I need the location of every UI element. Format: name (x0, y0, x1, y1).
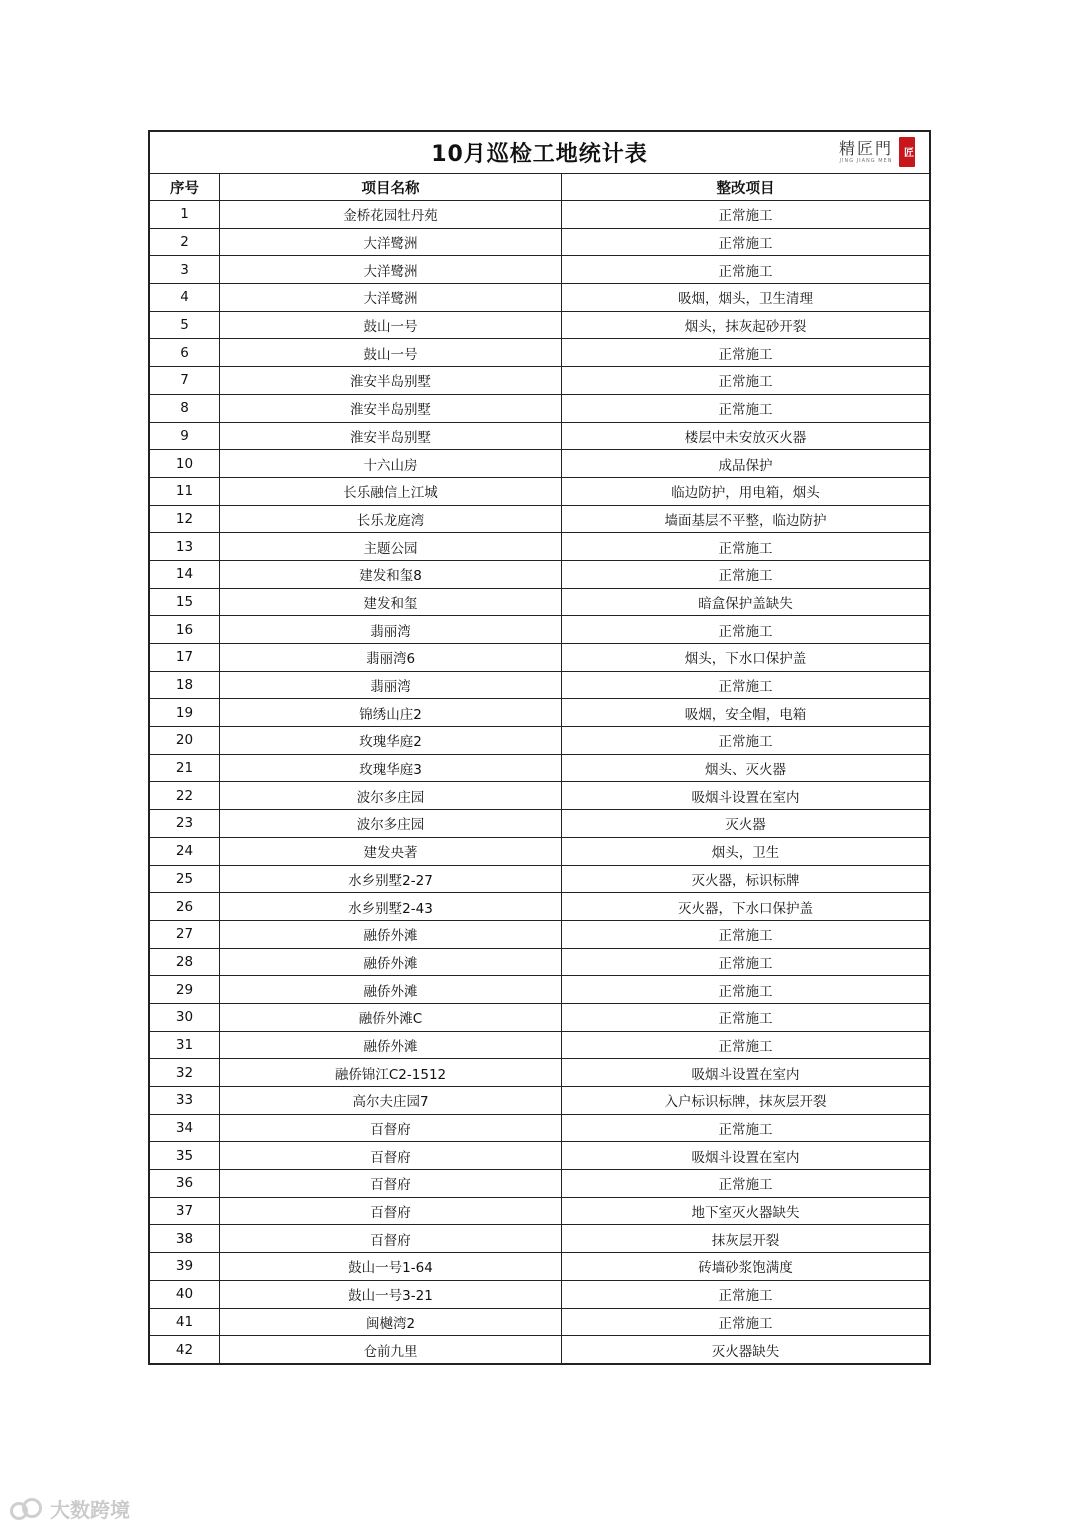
row-number: 3 (150, 256, 220, 284)
table-row (150, 976, 929, 1004)
rectification-item: 正常施工 (562, 1170, 930, 1198)
rectification-item: 烟头，卫生 (562, 837, 930, 865)
table-row (150, 1280, 929, 1308)
project-name: 大洋鹭洲 (220, 228, 562, 256)
rectification-item: 正常施工 (562, 671, 930, 699)
row-number: 7 (150, 367, 220, 395)
table-row (150, 450, 929, 478)
table-row (150, 699, 929, 727)
rectification-item: 地下室灭火器缺失 (562, 1197, 930, 1225)
rectification-item: 正常施工 (562, 727, 930, 755)
row-number: 1 (150, 201, 220, 229)
row-number: 25 (150, 865, 220, 893)
rectification-item: 正常施工 (562, 228, 930, 256)
rectification-item: 烟头、灭火器 (562, 754, 930, 782)
table-row (150, 616, 929, 644)
rectification-item: 暗盒保护盖缺失 (562, 588, 930, 616)
project-name: 融侨外滩 (220, 976, 562, 1004)
inspection-table-sheet (148, 130, 931, 1365)
rectification-item: 成品保护 (562, 450, 930, 478)
rectification-item: 正常施工 (562, 1308, 930, 1336)
project-name: 鼓山一号3-21 (220, 1280, 562, 1308)
project-name: 鼓山一号1-64 (220, 1253, 562, 1281)
table-row (150, 1197, 929, 1225)
table-row (150, 505, 929, 533)
table-row (150, 201, 929, 229)
row-number: 13 (150, 533, 220, 561)
project-name: 金桥花园牡丹苑 (220, 201, 562, 229)
rectification-item: 吸烟，安全帽，电箱 (562, 699, 930, 727)
project-name: 水乡别墅2-43 (220, 893, 562, 921)
rectification-item: 灭火器 (562, 810, 930, 838)
row-number: 38 (150, 1225, 220, 1253)
project-name: 淮安半岛别墅 (220, 367, 562, 395)
row-number: 21 (150, 754, 220, 782)
table-row (150, 727, 929, 755)
project-name: 翡丽湾 (220, 671, 562, 699)
table-row (150, 422, 929, 450)
project-name: 鼓山一号 (220, 339, 562, 367)
project-name: 高尔夫庄园7 (220, 1087, 562, 1115)
company-logo (839, 136, 915, 168)
table-row (150, 782, 929, 810)
rectification-item: 灭火器，标识标牌 (562, 865, 930, 893)
project-name: 大洋鹭洲 (220, 256, 562, 284)
row-number: 10 (150, 450, 220, 478)
project-name: 百督府 (220, 1170, 562, 1198)
row-number: 15 (150, 588, 220, 616)
table-row (150, 284, 929, 312)
project-name: 波尔多庄园 (220, 782, 562, 810)
row-number: 18 (150, 671, 220, 699)
project-name: 翡丽湾6 (220, 644, 562, 672)
table-body (150, 201, 929, 1363)
project-name: 主题公园 (220, 533, 562, 561)
project-name: 波尔多庄园 (220, 810, 562, 838)
table-row (150, 1087, 929, 1115)
page-title: 10月巡检工地统计表 (431, 142, 648, 167)
watermark (10, 1494, 130, 1523)
project-name: 仓前九里 (220, 1336, 562, 1363)
table-row (150, 1225, 929, 1253)
logo-name-cn: 精匠門 (838, 138, 893, 158)
project-name: 融侨外滩 (220, 1031, 562, 1059)
row-number: 2 (150, 228, 220, 256)
project-name: 翡丽湾 (220, 616, 562, 644)
row-number: 19 (150, 699, 220, 727)
table-row (150, 865, 929, 893)
row-number: 23 (150, 810, 220, 838)
project-name: 锦绣山庄2 (220, 699, 562, 727)
row-number: 31 (150, 1031, 220, 1059)
project-name: 百督府 (220, 1142, 562, 1170)
table-row (150, 560, 929, 588)
project-name: 建发央著 (220, 837, 562, 865)
table-row (150, 754, 929, 782)
table-row (150, 1031, 929, 1059)
project-name: 十六山房 (220, 450, 562, 478)
project-name: 百督府 (220, 1114, 562, 1142)
header-rectification: 整改项目 (562, 174, 930, 201)
table-row (150, 810, 929, 838)
row-number: 30 (150, 1003, 220, 1031)
table-row (150, 367, 929, 395)
rectification-item: 墙面基层不平整，临边防护 (562, 505, 930, 533)
row-number: 12 (150, 505, 220, 533)
watermark-logo-icon (10, 1498, 44, 1520)
project-name: 融侨锦江C2-1512 (220, 1059, 562, 1087)
project-name: 淮安半岛别墅 (220, 422, 562, 450)
row-number: 33 (150, 1087, 220, 1115)
rectification-item: 正常施工 (562, 948, 930, 976)
row-number: 41 (150, 1308, 220, 1336)
table-row (150, 228, 929, 256)
row-number: 20 (150, 727, 220, 755)
rectification-item: 正常施工 (562, 339, 930, 367)
rectification-item: 吸烟斗设置在室内 (562, 782, 930, 810)
inspection-table (150, 174, 929, 1363)
row-number: 36 (150, 1170, 220, 1198)
project-name: 建发和玺8 (220, 560, 562, 588)
table-row (150, 837, 929, 865)
rectification-item: 临边防护，用电箱，烟头 (562, 477, 930, 505)
table-row (150, 339, 929, 367)
logo-name-en: JING JIANG MEN (839, 157, 893, 164)
row-number: 40 (150, 1280, 220, 1308)
table-row (150, 948, 929, 976)
rectification-item: 楼层中未安放灭火器 (562, 422, 930, 450)
rectification-item: 正常施工 (562, 920, 930, 948)
project-name: 长乐龙庭湾 (220, 505, 562, 533)
project-name: 百督府 (220, 1225, 562, 1253)
table-row (150, 477, 929, 505)
project-name: 玫瑰华庭2 (220, 727, 562, 755)
row-number: 28 (150, 948, 220, 976)
header-project-name: 项目名称 (220, 174, 562, 201)
row-number: 5 (150, 311, 220, 339)
rectification-item: 烟头，下水口保护盖 (562, 644, 930, 672)
row-number: 26 (150, 893, 220, 921)
rectification-item: 正常施工 (562, 533, 930, 561)
rectification-item: 吸烟，烟头，卫生清理 (562, 284, 930, 312)
project-name: 大洋鹭洲 (220, 284, 562, 312)
header-no: 序号 (150, 174, 220, 201)
row-number: 6 (150, 339, 220, 367)
table-row (150, 644, 929, 672)
row-number: 11 (150, 477, 220, 505)
row-number: 17 (150, 644, 220, 672)
table-row (150, 1003, 929, 1031)
table-row (150, 1142, 929, 1170)
table-row (150, 394, 929, 422)
rectification-item: 正常施工 (562, 367, 930, 395)
rectification-item: 烟头，抹灰起砂开裂 (562, 311, 930, 339)
rectification-item: 砖墙砂浆饱满度 (562, 1253, 930, 1281)
table-row (150, 671, 929, 699)
project-name: 长乐融信上江城 (220, 477, 562, 505)
table-row (150, 1170, 929, 1198)
row-number: 34 (150, 1114, 220, 1142)
row-number: 9 (150, 422, 220, 450)
rectification-item: 吸烟斗设置在室内 (562, 1142, 930, 1170)
table-row (150, 1336, 929, 1363)
row-number: 14 (150, 560, 220, 588)
project-name: 玫瑰华庭3 (220, 754, 562, 782)
rectification-item: 正常施工 (562, 616, 930, 644)
table-row (150, 1059, 929, 1087)
table-row (150, 533, 929, 561)
row-number: 35 (150, 1142, 220, 1170)
table-row (150, 1114, 929, 1142)
rectification-item: 正常施工 (562, 976, 930, 1004)
row-number: 24 (150, 837, 220, 865)
table-row (150, 1253, 929, 1281)
project-name: 闽樾湾2 (220, 1308, 562, 1336)
project-name: 建发和玺 (220, 588, 562, 616)
rectification-item: 吸烟斗设置在室内 (562, 1059, 930, 1087)
table-header-row (150, 174, 929, 201)
rectification-item: 正常施工 (562, 560, 930, 588)
rectification-item: 正常施工 (562, 1003, 930, 1031)
rectification-item: 正常施工 (562, 201, 930, 229)
rectification-item: 正常施工 (562, 256, 930, 284)
table-row (150, 893, 929, 921)
table-row (150, 588, 929, 616)
logo-seal-icon: 匠 (899, 137, 915, 167)
table-row (150, 920, 929, 948)
project-name: 百督府 (220, 1197, 562, 1225)
table-row (150, 311, 929, 339)
project-name: 融侨外滩 (220, 948, 562, 976)
rectification-item: 正常施工 (562, 394, 930, 422)
table-row (150, 1308, 929, 1336)
row-number: 42 (150, 1336, 220, 1363)
row-number: 8 (150, 394, 220, 422)
row-number: 37 (150, 1197, 220, 1225)
row-number: 22 (150, 782, 220, 810)
title-row (150, 132, 929, 174)
row-number: 39 (150, 1253, 220, 1281)
watermark-text: 大数跨境 (50, 1498, 130, 1522)
rectification-item: 灭火器，下水口保护盖 (562, 893, 930, 921)
project-name: 融侨外滩C (220, 1003, 562, 1031)
table-row (150, 256, 929, 284)
row-number: 29 (150, 976, 220, 1004)
rectification-item: 灭火器缺失 (562, 1336, 930, 1363)
rectification-item: 正常施工 (562, 1280, 930, 1308)
row-number: 27 (150, 920, 220, 948)
row-number: 32 (150, 1059, 220, 1087)
rectification-item: 正常施工 (562, 1031, 930, 1059)
rectification-item: 正常施工 (562, 1114, 930, 1142)
row-number: 4 (150, 284, 220, 312)
row-number: 16 (150, 616, 220, 644)
project-name: 鼓山一号 (220, 311, 562, 339)
rectification-item: 抹灰层开裂 (562, 1225, 930, 1253)
project-name: 淮安半岛别墅 (220, 394, 562, 422)
project-name: 水乡别墅2-27 (220, 865, 562, 893)
rectification-item: 入户标识标牌，抹灰层开裂 (562, 1087, 930, 1115)
project-name: 融侨外滩 (220, 920, 562, 948)
